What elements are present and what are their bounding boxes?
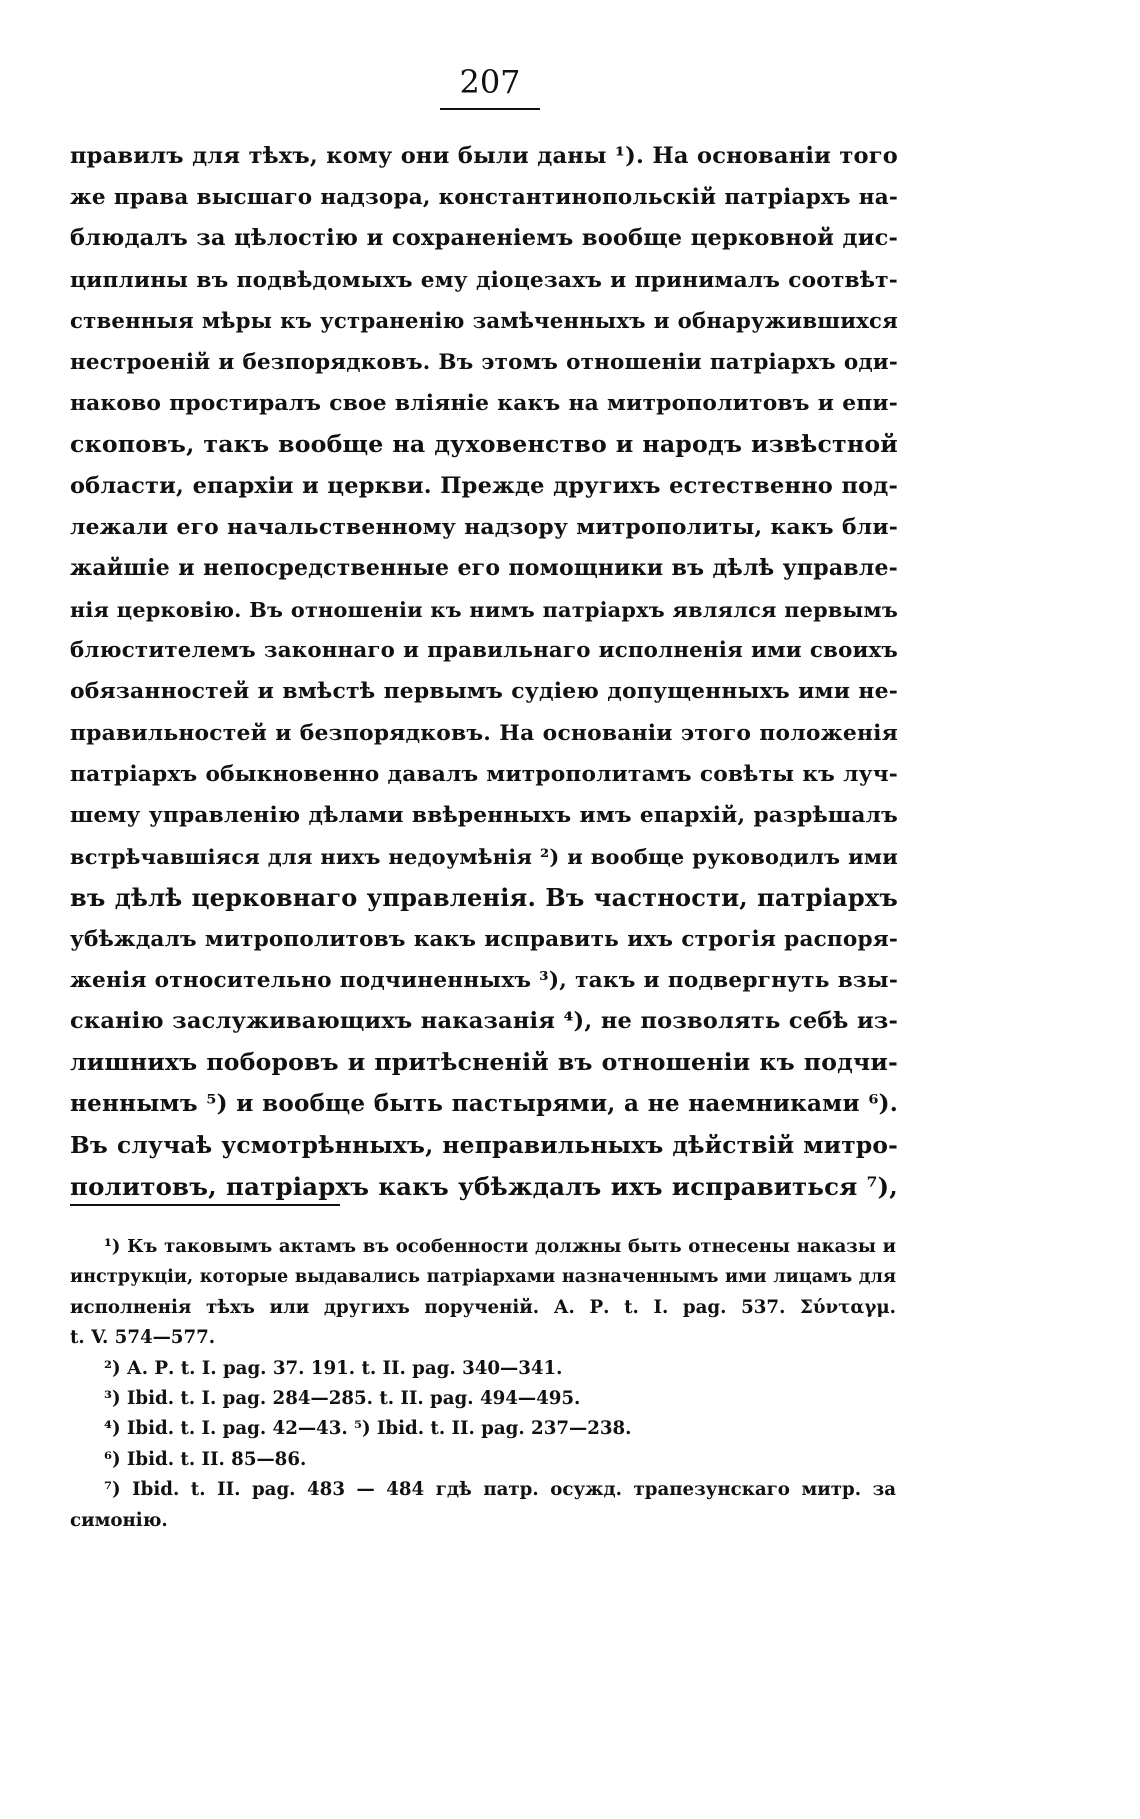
footnote-line: ²) А. Р. t. I. pag. 37. 191. t. II. pag. 340—341. — [104, 1357, 563, 1379]
text-line: шему управленію дѣлами ввѣренныхъ имъ епархій, разрѣшалъ — [70, 803, 898, 828]
text-line: Въ случаѣ усмотрѣнныхъ, неправильныхъ дѣйствій митро- — [70, 1130, 898, 1159]
text-line: наково простиралъ свое вліяніе какъ на митрополитовъ и епи- — [70, 391, 898, 417]
text-line: области, епархіи и церкви. Прежде другихъ естественно под- — [70, 472, 898, 499]
text-line: жайшіе и непосредственные его помощники въ дѣлѣ управле- — [70, 554, 898, 581]
footnote-line: ¹) Къ таковымъ актамъ въ особенности должны быть отнесены наказы и — [104, 1236, 896, 1257]
text-line: патріархъ обыкновенно давалъ митрополитамъ совѣты къ луч- — [70, 761, 898, 787]
text-line: женія относительно подчиненныхъ ³), такъ и подвергнуть взы- — [70, 967, 898, 993]
footnote-line: ⁶) Ibid. t. II. 85—86. — [104, 1448, 307, 1470]
text-line: убѣждалъ митрополитовъ какъ исправить ихъ строгія распоря- — [70, 926, 898, 952]
text-line: нестроеній и безпорядковъ. Въ этомъ отношеніи патріархъ оди- — [70, 349, 898, 375]
text-line: встрѣчавшіяся для нихъ недоумѣнія ²) и вообще руководилъ ими — [70, 844, 898, 870]
page-number-underline — [440, 108, 540, 110]
text-line: же права высшаго надзора, константинопольскій патріархъ на- — [70, 185, 898, 211]
text-line: скоповъ, такъ вообще на духовенство и народъ извѣстной — [70, 430, 898, 459]
text-line: въ дѣлѣ церковнаго управленія. Въ частности, патріархъ — [70, 883, 898, 913]
text-line: циплины въ подвѣдомыхъ ему діоцезахъ и принималъ соотвѣт- — [70, 267, 898, 293]
footnote-line: ⁷) Ibid. t. II. pag. 483 — 484 гдѣ патр. осужд. трапезунскаго митр. за — [104, 1479, 896, 1501]
footnote-line: симонію. — [70, 1509, 168, 1531]
main-text — [70, 136, 898, 1207]
text-line: блюстителемъ законнаго и правильнаго исполненія ими своихъ — [70, 638, 898, 664]
text-line: правильностей и безпорядковъ. На основаніи этого положенія — [70, 720, 898, 746]
footnote-line: ⁴) Ibid. t. I. pag. 42—43. ⁵) Ibid. t. II. pag. 237—238. — [104, 1418, 632, 1440]
footnotes — [70, 1232, 896, 1536]
text-line: нія церковію. Въ отношеніи къ нимъ патріархъ являлся первымъ — [70, 597, 898, 623]
footnote-line: ³) Ibid. t. I. pag. 284—285. t. II. pag. 494—495. — [104, 1387, 581, 1409]
text-line: лишнихъ поборовъ и притѣсненій въ отношеніи къ подчи- — [70, 1048, 898, 1077]
footnote-separator — [70, 1204, 340, 1206]
footnote-line: инструкціи, которые выдавались патріархами назначеннымъ ими лицамъ для — [70, 1266, 896, 1288]
text-line: обязанностей и вмѣстѣ первымъ судіею допущенныхъ ими не- — [70, 678, 898, 705]
text-line: неннымъ ⁵) и вообще быть пастырями, а не наемниками ⁶). — [70, 1090, 898, 1118]
footnote-line: t. V. 574—577. — [70, 1327, 216, 1349]
page-number: 207 — [459, 63, 521, 101]
text-line: сканію заслуживающихъ наказанія ⁴), не позволять себѣ из- — [70, 1007, 898, 1034]
text-line: ственныя мѣры къ устраненію замѣченныхъ и обнаружившихся — [70, 308, 898, 334]
footnote-line: исполненія тѣхъ или другихъ порученій. А. Р. t. I. pag. 537. Σύνταγμ. — [70, 1296, 896, 1318]
text-line: правилъ для тѣхъ, кому они были даны ¹). На основаніи того — [70, 143, 898, 169]
text-line: лежали его начальственному надзору митрополиты, какъ бли- — [70, 514, 898, 540]
text-line: политовъ, патріархъ какъ убѣждалъ ихъ исправиться ⁷), — [70, 1171, 898, 1201]
text-line: блюдалъ за цѣлостію и сохраненіемъ вообще церковной дис- — [70, 225, 898, 252]
